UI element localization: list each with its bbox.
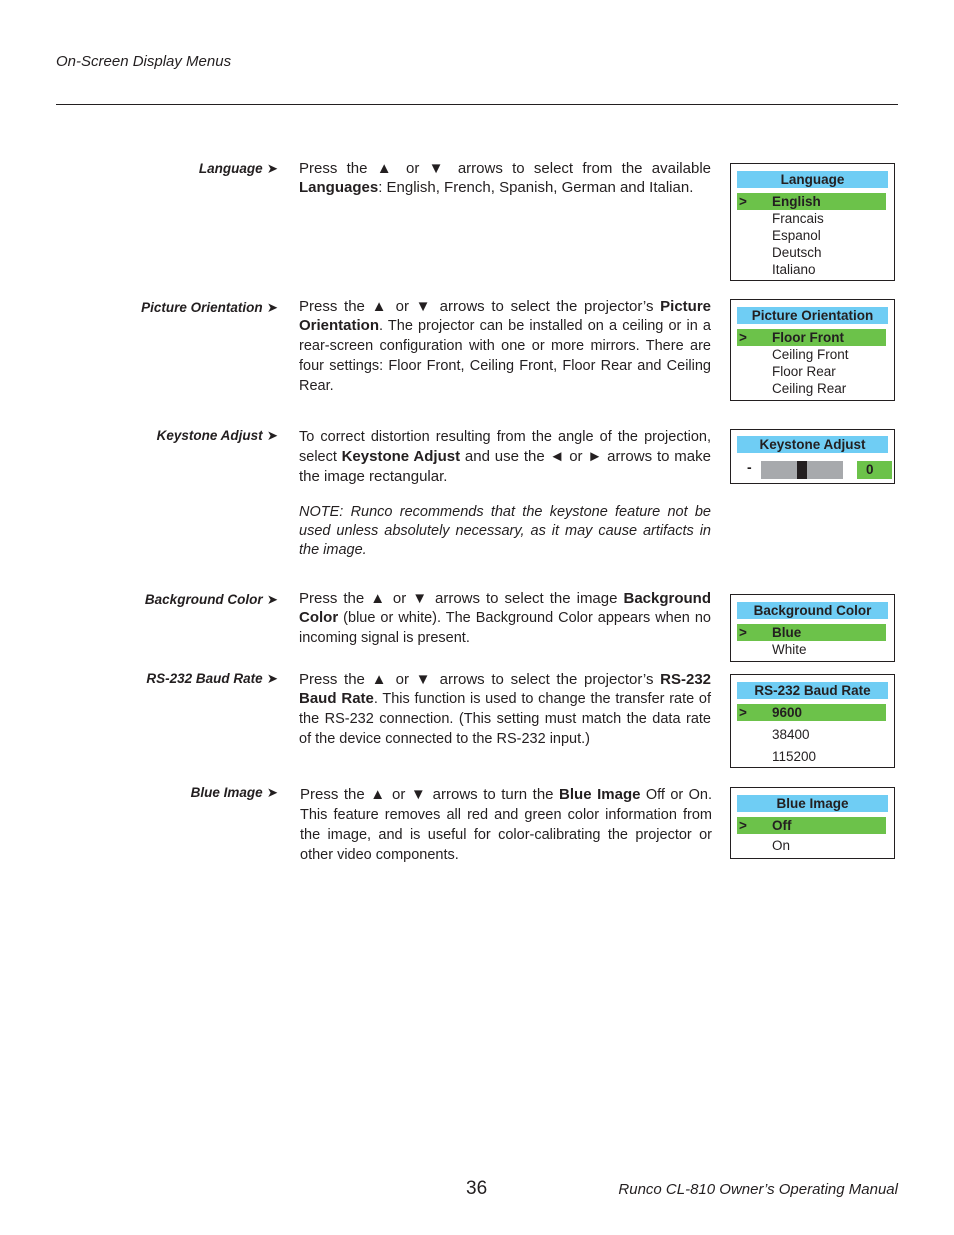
section-label-blue-image: Blue Image ➤ — [190, 785, 278, 800]
language-description: Press the ▲ or ▼ arrows to select from the available Languages: English, French, Spanish, German and Italian. — [299, 160, 711, 196]
menu-option[interactable]: Deutsch — [772, 245, 822, 260]
pointer-arrow-icon: ➤ — [266, 785, 278, 800]
pointer-arrow-icon: ➤ — [266, 300, 278, 315]
caret-icon: > — [739, 330, 747, 345]
caret-icon: > — [739, 705, 747, 720]
menu-option[interactable]: 115200 — [772, 749, 817, 764]
section-label-language: Language ➤ — [198, 161, 278, 176]
menu-title: Language — [737, 171, 888, 188]
menu-title: RS-232 Baud Rate — [737, 682, 888, 699]
pointer-arrow-icon: ➤ — [266, 428, 278, 443]
keystone-slider-row — [731, 453, 894, 483]
pointer-arrow-icon: ➤ — [266, 592, 278, 607]
page-number: 36 — [466, 1178, 488, 1199]
blue-image-menu — [730, 787, 895, 859]
menu-option[interactable]: Italiano — [772, 262, 816, 277]
keystone-menu — [730, 429, 895, 484]
caret-icon: > — [739, 818, 747, 833]
background-color-description: Press the ▲ or ▼ arrows to select the image Background Color (blue or white). The Background Color appears when no incoming signal is present. — [299, 590, 711, 646]
pointer-arrow-icon: ➤ — [266, 671, 278, 686]
footer-title: Runco CL-810 Owner’s Operating Manual — [618, 1181, 898, 1198]
menu-option[interactable]: 38400 — [772, 727, 810, 742]
caret-icon: > — [739, 625, 747, 640]
keystone-description: To correct distortion resulting from the angle of the projection, select Keystone Adjust and use the ◄ or ► arrows to make the image rectangular. NOTE: Runco recommends that the keystone feature not be used unless absolutely necessary, as it may cause artifacts in the image. — [299, 429, 711, 558]
menu-option-selected[interactable]: > English — [737, 193, 886, 210]
slider-thumb[interactable] — [797, 461, 807, 479]
picture-orientation-description: Press the ▲ or ▼ arrows to select the projector’s Picture Orientation. The projector can be installed on a ceiling or in a rear-screen configuration with one or more mirrors. There are four settings: Floor Front, Ceiling Front, Floor Rear and Ceiling Rear. — [299, 298, 711, 394]
language-menu — [730, 163, 895, 281]
caret-icon: > — [739, 194, 747, 209]
keystone-slider[interactable] — [761, 461, 843, 479]
baud-rate-description: Press the ▲ or ▼ arrows to select the projector’s RS-232 Baud Rate. This function is used to change the transfer rate of the RS-232 connection. (This setting must match the data rate of the device connected to the RS-232 input.) — [299, 671, 711, 747]
menu-option-selected[interactable]: > Off — [737, 817, 886, 834]
section-label-rs232-baud-rate: RS-232 Baud Rate ➤ — [146, 671, 278, 686]
keystone-note: NOTE: Runco recommends that the keystone feature not be used unless absolutely necessary, as it may cause artifacts in the image. — [299, 504, 711, 558]
menu-title: Picture Orientation — [737, 307, 888, 324]
section-label-background-color: Background Color ➤ — [144, 592, 278, 607]
menu-option[interactable]: Floor Rear — [772, 364, 836, 379]
blue-image-description: Press the ▲ or ▼ arrows to turn the Blue Image Off or On. This feature removes all red and green color information from the image, and is useful for color-calibrating the projector or other video components. — [300, 786, 712, 863]
menu-option[interactable]: Francais — [772, 211, 824, 226]
picture-orientation-menu — [730, 299, 895, 401]
minus-label: - — [747, 459, 752, 475]
baud-rate-menu — [730, 674, 895, 768]
menu-title: Blue Image — [737, 795, 888, 812]
pointer-arrow-icon: ➤ — [266, 161, 278, 176]
keystone-value: 0 — [857, 461, 892, 479]
section-label-picture-orientation: Picture Orientation ➤ — [141, 300, 278, 315]
menu-title: Background Color — [737, 602, 888, 619]
menu-option[interactable]: Espanol — [772, 228, 821, 243]
section-label-keystone-adjust: Keystone Adjust ➤ — [156, 428, 278, 443]
menu-title: Keystone Adjust — [737, 436, 888, 453]
header-title: On-Screen Display Menus — [56, 53, 232, 70]
menu-option[interactable]: White — [772, 642, 807, 657]
menu-option[interactable]: On — [772, 838, 791, 853]
header-rule — [56, 104, 898, 105]
menu-option-selected[interactable]: > Blue — [737, 624, 886, 641]
background-color-menu — [730, 594, 895, 662]
menu-option[interactable]: Ceiling Front — [772, 347, 849, 362]
menu-option-selected[interactable]: > Floor Front — [737, 329, 886, 346]
menu-option-selected[interactable]: > 9600 — [737, 704, 886, 721]
menu-option[interactable]: Ceiling Rear — [772, 381, 847, 396]
